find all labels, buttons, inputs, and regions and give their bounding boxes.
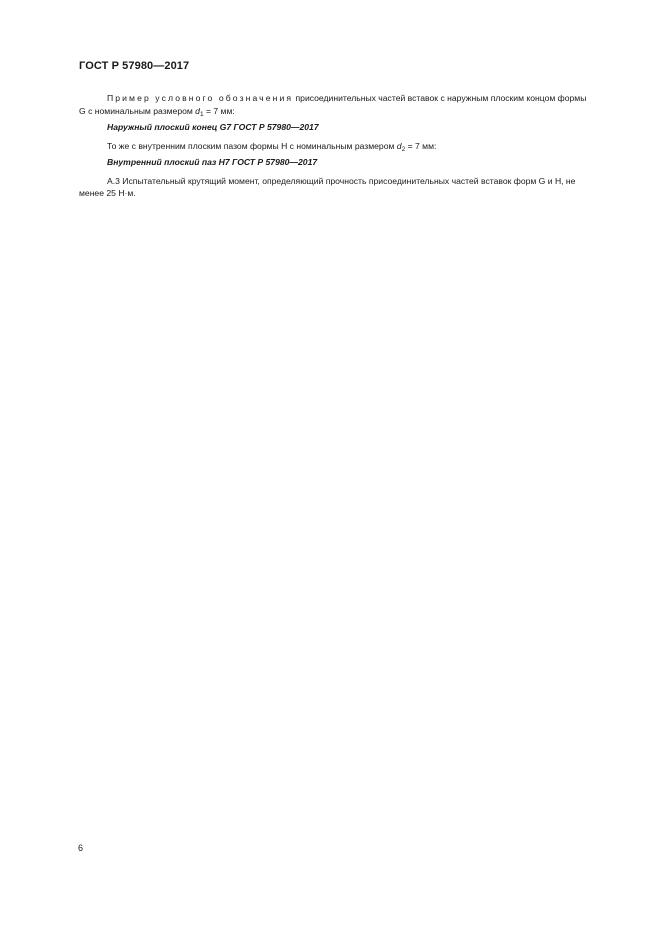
example-lead: Пример условного обозначения — [107, 93, 294, 103]
designation-inner-flat-slot: Внутренний плоский паз Н7 ГОСТ Р 57980—2017 — [107, 157, 318, 167]
same-as-text: То же с внутренним плоским пазом формы Н с номинальным размером — [107, 140, 397, 151]
page-number: 6 — [78, 843, 84, 853]
example-variable-subscript: 1 — [199, 110, 204, 118]
document-body — [79, 92, 589, 206]
example-paragraph — [79, 92, 589, 117]
same-as-variable-subscript: 2 — [401, 145, 406, 153]
example-text: присоединительных частей вставок с наружным плоским концом формы G с номинальным размером — [79, 93, 587, 116]
example-text-end: = 7 мм: — [203, 105, 235, 116]
same-as-paragraph — [79, 140, 589, 153]
same-as-text-end: = 7 мм: — [405, 140, 437, 151]
same-as-variable: d — [396, 140, 402, 151]
document-header: ГОСТ Р 57980—2017 — [79, 60, 190, 72]
clause-a3: А.3 Испытательный крутящий момент, определяющий прочность присоединительных частей вставок форм G и Н, не менее 25 Н·м. — [79, 175, 576, 198]
example-variable: d — [195, 105, 200, 116]
designation-outer-flat-end: Наружный плоский конец G7 ГОСТ Р 57980—2017 — [107, 122, 319, 132]
